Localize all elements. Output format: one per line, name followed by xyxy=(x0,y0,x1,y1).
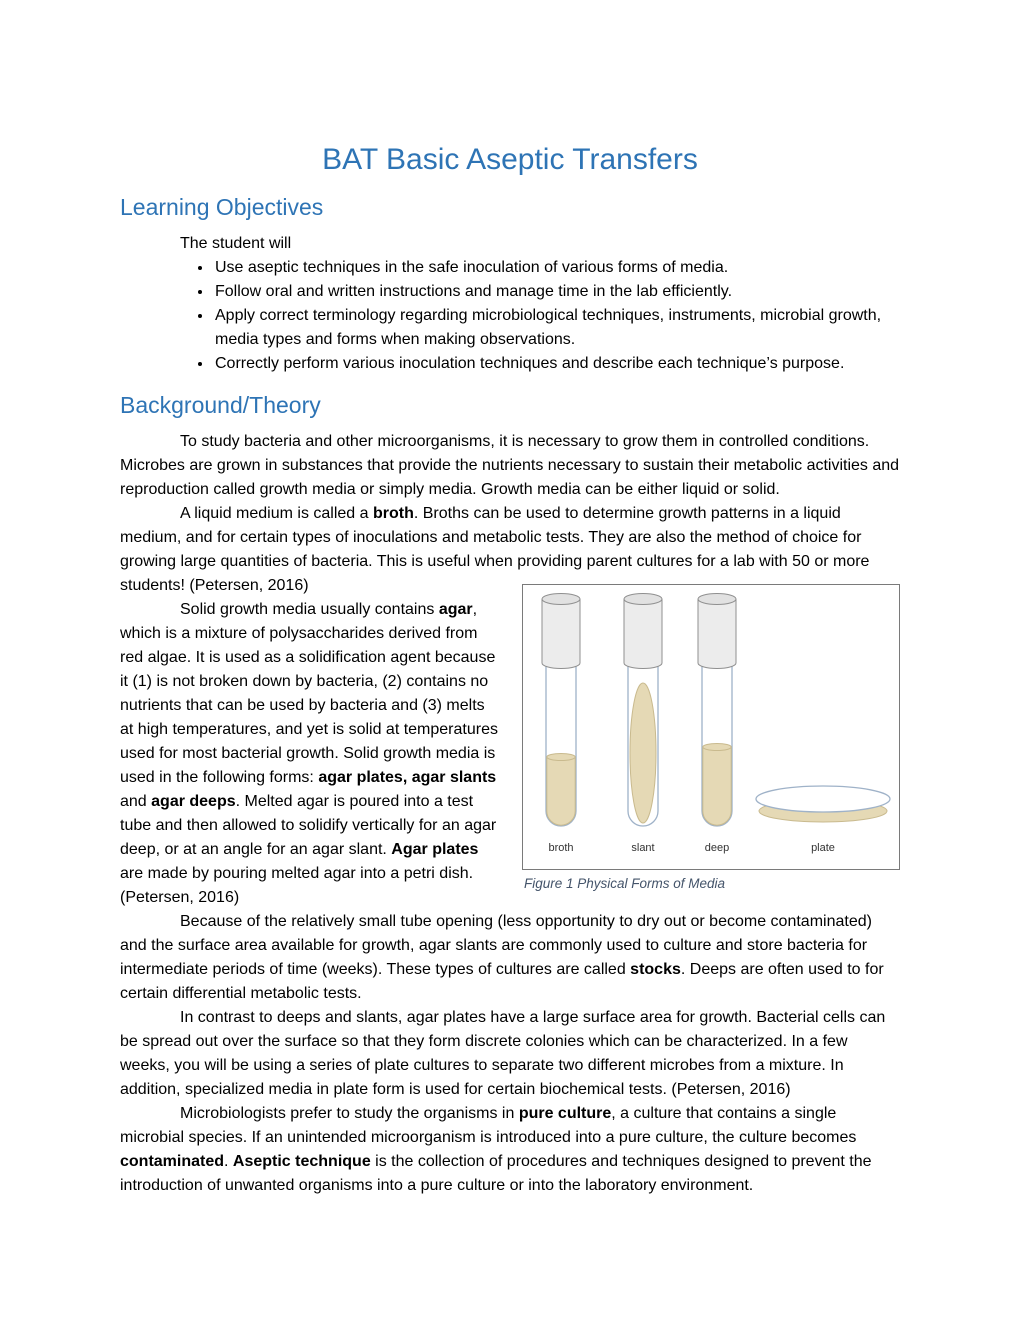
objectives-bullet-list xyxy=(120,256,900,376)
slant-tube xyxy=(624,594,662,827)
heading-learning-objectives: Learning Objectives xyxy=(120,194,324,220)
heading-background-theory: Background/Theory xyxy=(120,392,321,418)
objectives-intro: The student will xyxy=(180,235,292,252)
background-paragraph: Because of the relatively small tube opening (less opportunity to dry out or become contaminated) and the surface area available for growth, agar slants are commonly used to culture and store bacteria for intermediate periods of time (weeks). These types of cultures are called stocks. Deeps are often used to for certain differential metabolic tests. xyxy=(120,913,884,1002)
deep-tube xyxy=(698,594,736,827)
objective-item: • Apply correct terminology regarding microbiological techniques, instruments, microbial growth, media types and forms when making observations. xyxy=(213,304,900,352)
document-title: BAT Basic Aseptic Transfers xyxy=(322,143,698,176)
background-paragraph: A liquid medium is called a broth. Broths can be used to determine growth patterns in a liquid medium, and for certain types of inoculations and metabolic tests. They are also the method of choice for growing large quantities of bacteria. This is useful when providing parent cultures for a lab with 50 or more students! (Petersen, 2016) xyxy=(120,505,870,594)
deep-label: deep xyxy=(704,842,730,854)
figure-media-forms xyxy=(522,584,900,894)
background-paragraph: Microbiologists prefer to study the organisms in pure culture, a culture that contains a single microbial species. If an unintended microorganism is introduced into a pure culture, the culture becomes contaminated. Aseptic technique is the collection of procedures and techniques designed to prevent the introduction of unwanted organisms into a pure culture or into the laboratory environment. xyxy=(120,1105,872,1194)
objective-item: • Correctly perform various inoculation techniques and describe each technique’s purpose. xyxy=(213,352,900,376)
background-paragraph: In contrast to deeps and slants, agar plates have a large surface area for growth. Bacterial cells can be spread out over the surface so that they form discrete colonies which can be characterized. In a few weeks, you will be using a series of plate cultures to separate two different microbes from a mixture. In addition, specialized media in plate form is used for certain biochemical tests. (Petersen, 2016) xyxy=(120,1009,886,1098)
plate-label: plate xyxy=(811,842,835,854)
broth-label: broth xyxy=(548,842,574,854)
media-forms-illustration xyxy=(523,585,899,869)
figure-caption: Figure 1 Physical Forms of Media xyxy=(524,876,726,891)
figure-frame xyxy=(522,584,900,870)
petri-plate xyxy=(756,786,890,822)
objective-item: • Follow oral and written instructions and manage time in the lab efficiently. xyxy=(213,280,900,304)
slant-label: slant xyxy=(631,842,655,854)
broth-tube xyxy=(542,594,580,827)
objective-item: • Use aseptic techniques in the safe inoculation of various forms of media. xyxy=(213,256,900,280)
background-paragraph: Solid growth media usually contains agar, which is a mixture of polysaccharides derived from red algae. It is used as a solidification agent because it (1) is not broken down by bacteria, (2) contains no nutrients that can be used by bacteria and (3) melts at high temperatures, and yet is solid at temperatures used for most bacterial growth. Solid growth media is used in the following forms: agar plates, agar slants and agar deeps. Melted agar is poured into a test tube and then allowed to solidify vertically for an agar deep, or at an angle for an agar slant. Agar plates are made by pouring melted agar into a petri dish. (Petersen, 2016) xyxy=(120,601,498,906)
background-paragraph: To study bacteria and other microorganisms, it is necessary to grow them in controlled conditions. Microbes are grown in substances that provide the nutrients necessary to sustain their metabolic activities and reproduction called growth media or simply media. Growth media can be either liquid or solid. xyxy=(120,433,900,498)
